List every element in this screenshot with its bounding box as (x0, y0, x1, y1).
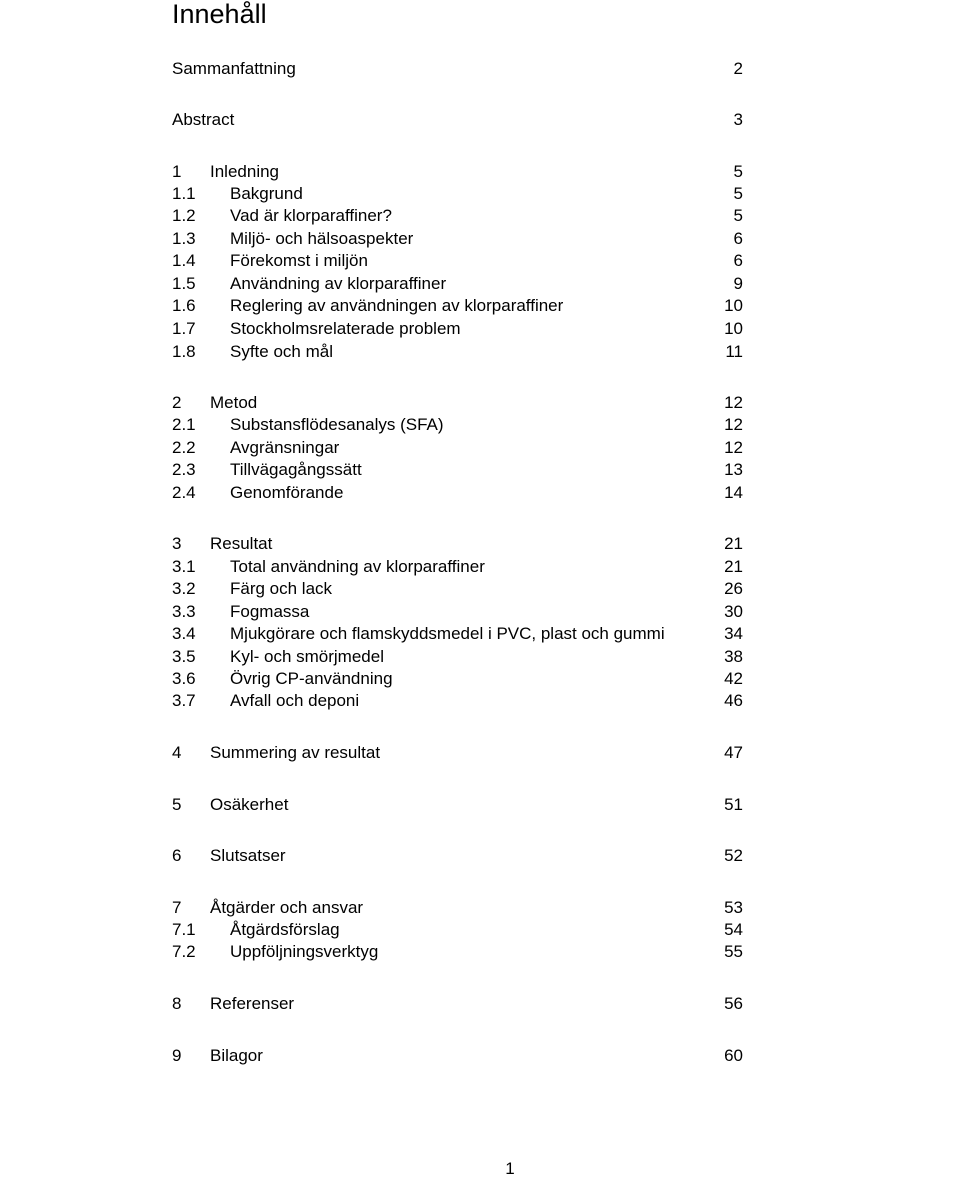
toc-entry (0, 897, 960, 919)
toc-entry-page: 53 (724, 898, 743, 917)
toc-entry-label: Slutsatser (210, 846, 286, 865)
toc-entry-number: 8 (172, 994, 182, 1013)
toc-entry-label: Övrig CP-användning (230, 669, 393, 688)
toc-entry-number: 2.2 (172, 438, 196, 457)
toc-entry (0, 623, 960, 645)
toc-entry (0, 228, 960, 250)
toc-entry-number: 4 (172, 743, 182, 762)
toc-entry-page: 10 (724, 296, 743, 315)
toc-entry-label: Kyl- och smörjmedel (230, 647, 384, 666)
toc-entry-label: Bakgrund (230, 184, 303, 203)
toc-entry-number: 3.7 (172, 691, 196, 710)
toc-entry-page: 6 (733, 229, 743, 248)
toc-entry-label: Metod (210, 393, 258, 412)
toc-entry-label: Åtgärdsförslag (230, 920, 340, 939)
toc-entry-number: 7.2 (172, 942, 196, 961)
toc-entry (0, 459, 960, 481)
toc-entry-page: 21 (724, 557, 743, 576)
toc-entry-page: 38 (724, 647, 743, 666)
toc-entry-label: Bilagor (210, 1046, 263, 1065)
toc-entry-label: Syfte och mål (230, 342, 333, 361)
toc-entry (0, 482, 960, 504)
toc-entry-label: Färg och lack (230, 579, 333, 598)
toc-entry-number: 2.3 (172, 460, 196, 479)
toc-entry-label: Inledning (210, 162, 280, 181)
toc-entry-number: 3.6 (172, 669, 196, 688)
toc-entry-page: 6 (733, 251, 743, 270)
toc-entry (0, 668, 960, 690)
toc-entry-page: 12 (724, 438, 743, 457)
toc-entry-number: 2.1 (172, 415, 196, 434)
toc-entry-number: 1.4 (172, 251, 196, 270)
toc-entry-label: Vad är klorparaffiner? (230, 206, 392, 225)
toc-entry-label: Tillvägagångssätt (230, 460, 362, 479)
toc-entry-label: Stockholmsrelaterade problem (230, 319, 461, 338)
toc-entry-label: Sammanfattning (172, 59, 296, 78)
toc-entry (0, 742, 960, 764)
toc-entry-label: Åtgärder och ansvar (210, 898, 364, 917)
toc-entry-label: Uppföljningsverktyg (230, 942, 379, 961)
toc-entry (0, 341, 960, 363)
toc-entry-number: 1 (172, 162, 182, 181)
toc-entry (0, 556, 960, 578)
toc-entry (0, 794, 960, 816)
toc-entry-label: Genomförande (230, 483, 344, 502)
toc-entry (0, 646, 960, 668)
toc-entry (0, 109, 960, 131)
toc-entry-page: 55 (724, 942, 743, 961)
toc-entry-number: 1.2 (172, 206, 196, 225)
toc-entry-label: Resultat (210, 534, 273, 553)
toc-entry-page: 47 (724, 743, 743, 762)
toc-entry-page: 14 (724, 483, 743, 502)
toc-entry (0, 205, 960, 227)
toc-entry-label: Substansflödesanalys (SFA) (230, 415, 444, 434)
toc-entry-page: 11 (725, 342, 743, 361)
toc-entry-label: Osäkerhet (210, 795, 289, 814)
toc-entry (0, 414, 960, 436)
toc-entry (0, 161, 960, 183)
toc-entry-number: 1.6 (172, 296, 196, 315)
toc-entry (0, 183, 960, 205)
toc-entry-number: 5 (172, 795, 182, 814)
toc-entry (0, 601, 960, 623)
toc-entry-number: 7.1 (172, 920, 196, 939)
toc-entry-page: 42 (724, 669, 743, 688)
toc-entry-page: 5 (733, 206, 743, 225)
toc-entry-page: 56 (724, 994, 743, 1013)
toc-entry-number: 1.8 (172, 342, 196, 361)
toc-entry-number: 3.4 (172, 624, 196, 643)
toc-entry-label: Miljö- och hälsoaspekter (230, 229, 414, 248)
toc-entry-page: 9 (733, 274, 743, 293)
toc-entry-number: 1.7 (172, 319, 196, 338)
toc-entry (0, 993, 960, 1015)
toc-entry (0, 533, 960, 555)
toc-entry-page: 51 (724, 795, 743, 814)
toc-entry-number: 3.3 (172, 602, 196, 621)
page-title: Innehåll (172, 0, 267, 29)
toc-entry-label: Total användning av klorparaffiner (230, 557, 485, 576)
toc-entry-number: 1.5 (172, 274, 196, 293)
toc-entry-label: Användning av klorparaffiner (230, 274, 447, 293)
toc-entry-number: 6 (172, 846, 182, 865)
toc-entry-number: 2 (172, 393, 182, 412)
toc-entry-page: 2 (733, 59, 743, 78)
toc-entry-page: 3 (733, 110, 743, 129)
toc-entry-label: Reglering av användningen av klorparaffiner (230, 296, 564, 315)
toc-entry-page: 12 (724, 415, 743, 434)
toc-entry (0, 919, 960, 941)
toc-entry (0, 318, 960, 340)
toc-entry (0, 58, 960, 80)
toc-entry-label: Referenser (210, 994, 295, 1013)
toc-entry (0, 273, 960, 295)
toc-entry-number: 2.4 (172, 483, 196, 502)
toc-entry-number: 9 (172, 1046, 182, 1065)
toc-entry-number: 3.5 (172, 647, 196, 666)
toc-entry (0, 690, 960, 712)
toc-entry (0, 250, 960, 272)
toc-entry (0, 578, 960, 600)
toc-entry-number: 3.2 (172, 579, 196, 598)
toc-entry-page: 46 (724, 691, 743, 710)
toc-entry (0, 845, 960, 867)
toc-entry-label: Summering av resultat (210, 743, 381, 762)
toc-entry-label: Avfall och deponi (230, 691, 360, 710)
toc-entry-number: 3 (172, 534, 182, 553)
toc-entry-page: 30 (724, 602, 743, 621)
toc-entry-page: 52 (724, 846, 743, 865)
toc-entry-page: 21 (724, 534, 743, 553)
toc-entry-number: 1.3 (172, 229, 196, 248)
toc-entry-page: 60 (724, 1046, 743, 1065)
toc-entry-number: 1.1 (172, 184, 196, 203)
toc-entry-label: Avgränsningar (230, 438, 340, 457)
toc-entry-page: 54 (724, 920, 743, 939)
toc-entry-label: Mjukgörare och flamskyddsmedel i PVC, plast och gummi (230, 624, 665, 643)
toc-entry-page: 12 (724, 393, 743, 412)
toc-entry-page: 34 (724, 624, 743, 643)
toc-entry-page: 13 (724, 460, 743, 479)
toc-entry-page: 5 (733, 162, 743, 181)
toc-entry-page: 26 (724, 579, 743, 598)
toc-entry-number: 3.1 (172, 557, 196, 576)
toc-entry (0, 437, 960, 459)
toc-entry-label: Förekomst i miljön (230, 251, 368, 270)
page-number: 1 (505, 1159, 515, 1178)
toc-entry (0, 295, 960, 317)
toc-entry-page: 5 (733, 184, 743, 203)
toc-entry-page: 10 (724, 319, 743, 338)
toc-entry-label: Fogmassa (230, 602, 310, 621)
toc-entry (0, 941, 960, 963)
toc-entry (0, 392, 960, 414)
toc-entry-label: Abstract (172, 110, 235, 129)
toc-entry (0, 1045, 960, 1067)
toc-entry-number: 7 (172, 898, 182, 917)
